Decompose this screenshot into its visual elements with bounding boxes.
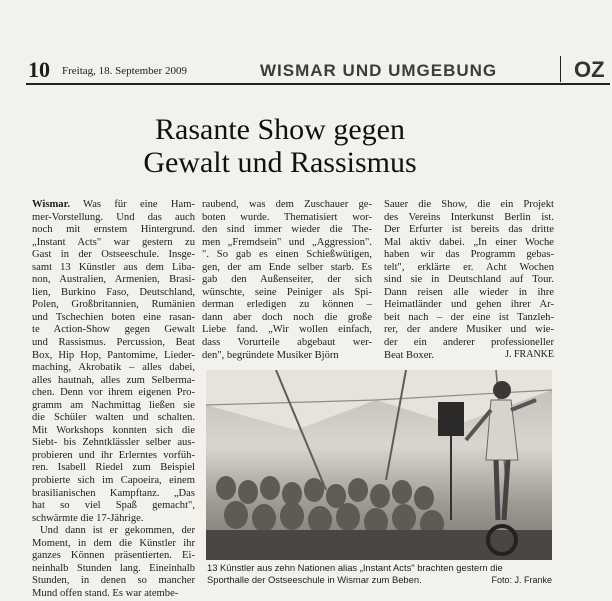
article-line: gramm am Nachmittag ließen sie [32, 399, 195, 411]
article-line: mer-Vorstellung. Und das auch [32, 211, 195, 223]
article-line: derman erledigen zu können – [202, 299, 372, 311]
article-author: J. FRANKE [505, 349, 554, 360]
article-line: beit nach – der eine ist Tanzleh- [384, 311, 554, 323]
article-line: Polen, Großbritannien, Rumänien [32, 299, 195, 311]
article-column-2 [202, 199, 372, 362]
article-line: „Instant Acts" war gestern zu [32, 236, 195, 248]
article-line: den sind immer wieder die The- [202, 224, 372, 236]
article-line: Mit Workshops konnten sich die [32, 424, 195, 436]
header-divider [560, 56, 561, 82]
article-line: ganzes Können präsentierten. Ei- [32, 550, 195, 562]
article-line: noch mit ernstem Hintergrund. [32, 224, 195, 236]
article-line: alles hautnah, alles zum Selberma- [32, 374, 195, 386]
article-line: dann aber doch noch die große [202, 311, 372, 323]
article-line: Liebe fand. „Wir wollen einfach, [202, 324, 372, 336]
article-line: Stunden, in denen so mancher [32, 575, 195, 587]
article-line: men „Fremdsein" und „Aggression". [202, 236, 372, 248]
article-line: te Action-Show gegen Gewalt [32, 324, 195, 336]
article-line: Mund offen stand. Es war atembe- [32, 587, 179, 599]
article-line: chen. Denn vor ihrem eigenen Pro- [32, 387, 195, 399]
article-line: hat so viel Spaß gemacht", [32, 500, 195, 512]
article-line: Wismar. Was für eine Ham- [32, 199, 195, 210]
article-line: ren. Isabell Riedel zum Beispiel [32, 462, 195, 474]
article-line: rer, der andere Musiker und wie- [384, 324, 554, 336]
article-line: gen, der am Ende selber starb. Es [202, 261, 372, 273]
article-line: raubend, was dem Zuschauer ge- [202, 199, 372, 210]
article-line: Beat Boxer. [384, 349, 435, 361]
article-line: Heimatländer und gehen ihrer Ar- [384, 299, 554, 311]
article-line: wünschte, seine Peiniger als Spi- [202, 286, 372, 298]
article-line: die Schüler walten und schalten. [32, 412, 195, 424]
article-line: boten wurde. Thematisiert wor- [202, 211, 372, 223]
article-line: schwärmte die 17-Jährige. [32, 512, 144, 524]
page-number: 10 [28, 57, 50, 82]
article-line: samt 13 Künstler aus dem Liba- [32, 261, 195, 273]
section-title: WISMAR UND UMGEBUNG [260, 61, 498, 80]
article-column-1 [32, 199, 195, 601]
audience [216, 476, 444, 538]
article-line: ". So gab es einen Schießwütigen, [202, 249, 372, 261]
article-line: dass Vorurteile abgebaut wer- [202, 337, 372, 349]
article-line: und Tschechien boten eine rasan- [32, 311, 195, 323]
caption-line-2: Sporthalle der Ostseeschule in Wismar zum Beben. [207, 573, 422, 585]
article-line: Box, Hip Hop, Pantomime, Lieder- [32, 349, 195, 361]
article-line: der ein anderer professioneller [384, 337, 554, 349]
article-line: non, Australien, Armenien, Brasi- [32, 274, 195, 286]
speaker-icon [438, 402, 464, 436]
caption-line-1: 13 Künstler aus zehn Nationen alias „Instant Acts" brachten gestern die [207, 562, 503, 573]
article-line: neinhalb Stunden lang. Eineinhalb [32, 562, 195, 574]
headline-line-1: Rasante Show gegen [155, 113, 405, 146]
article-line: maching, Akrobatik – alles dabei, [32, 362, 195, 374]
article-line: brasilianischen Kampftanz. „Das [32, 487, 195, 499]
article-line: Sauer die Show, die ein Projekt [384, 199, 554, 210]
article-line: sind sie in Deutschland auf Tour. [384, 274, 554, 286]
article-line: den", begründete Musiker Björn [202, 349, 339, 361]
article-line: des Vereins Interkunst Berlin ist. [384, 211, 554, 223]
article-line: Moment, in dem die Künstler ihr [32, 537, 195, 549]
dateline: Wismar. [32, 199, 70, 210]
article-column-3 [384, 199, 554, 362]
page-header [26, 56, 610, 88]
article-line: Siebt- bis Zehntklässler selber aus- [32, 437, 195, 449]
article-line: probieren und ihr Erlerntes vorfüh- [32, 449, 195, 461]
article-line: haben wir das Programm gebas- [384, 249, 554, 261]
article-photo [206, 370, 552, 560]
article-line: Gast in der Ostseeschule. Insge- [32, 249, 195, 261]
article-line: probierte sich im Capoeira, einem [32, 475, 195, 487]
article-line: gab den Außenseiter, der sich [202, 274, 372, 286]
article-line: Der Erfurter ist bereits das dritte [384, 224, 554, 236]
article-line: lien, Burkino Faso, Deutschland, [32, 286, 195, 298]
article-line: Und dann ist er gekommen, der [40, 525, 195, 537]
article-line: Dann reisen alle wieder in ihre [384, 286, 554, 298]
article-line: Mal aktiv dabei. „In einer Woche [384, 236, 554, 248]
article-line: telt", erklärte er. Acht Wochen [384, 261, 554, 273]
newspaper-logo: OZ [574, 57, 605, 82]
header-rule [26, 83, 610, 85]
article-line: und Rassismus. Percussion, Beat [32, 337, 195, 349]
photo-illustration [206, 370, 552, 560]
article-headline [60, 113, 500, 179]
headline-line-2: Gewalt und Rassismus [143, 146, 417, 179]
issue-date: Freitag, 18. September 2009 [62, 65, 187, 77]
photo-credit: Foto: J. Franke [491, 575, 552, 585]
